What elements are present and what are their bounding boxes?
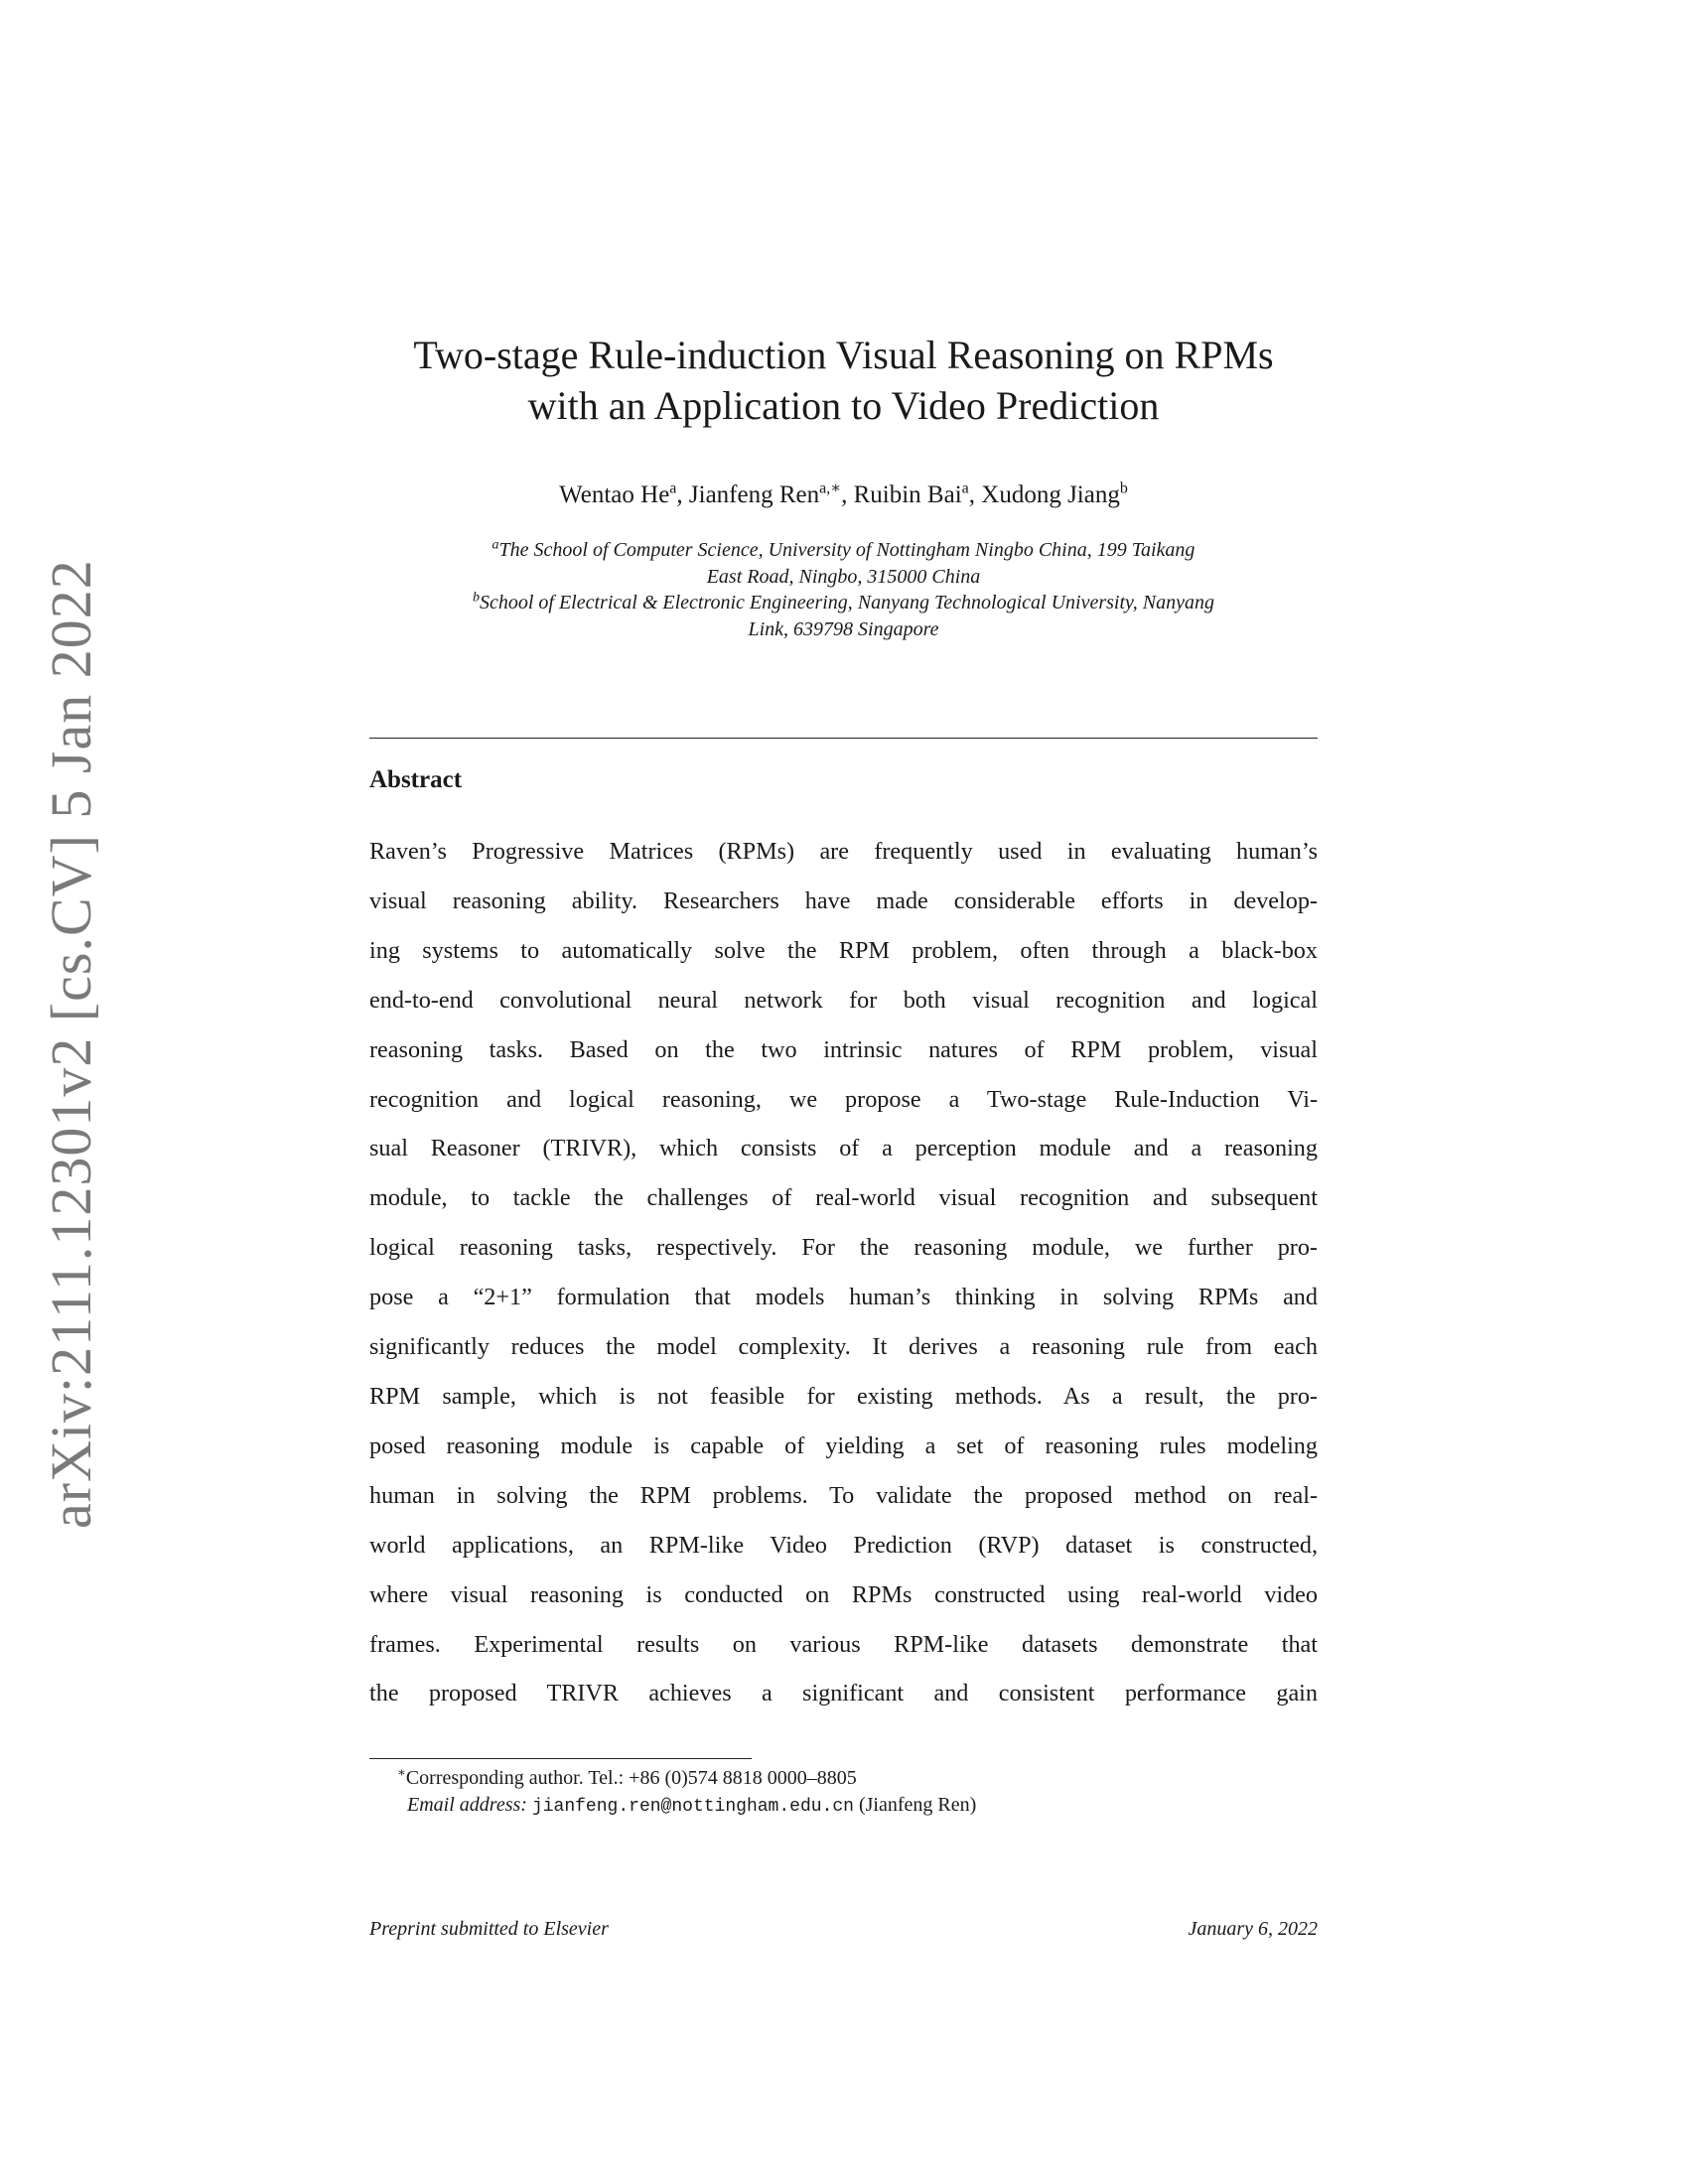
abstract-line: where visual reasoning is conducted on RPMs constructed using real-world video	[369, 1580, 1318, 1608]
author-affil-marker: a	[669, 479, 677, 497]
arxiv-identifier: arXiv:2111.12301v2 [cs.CV] 5 Jan 2022	[39, 559, 103, 1529]
affiliation-line: School of Electrical & Electronic Engineering, Nanyang Technological University, Nanyang	[479, 592, 1215, 614]
title-line-1: Two-stage Rule-induction Visual Reasoning on RPMs	[413, 333, 1274, 377]
footer-preprint: Preprint submitted to Elsevier	[369, 1918, 609, 1940]
email-link[interactable]: jianfeng.ren@nottingham.edu.cn	[531, 1797, 854, 1817]
abstract-line: reasoning tasks. Based on the two intrinsic natures of RPM problem, visual	[369, 1035, 1318, 1063]
abstract-line: visual reasoning ability. Researchers have made considerable efforts in develop-	[369, 887, 1318, 914]
author-list: Wentao He$^a$, Jianfeng Ren$^{a,∗}$, Ruibin Bai$^a$, Xudong Jiang$^b$	[559, 479, 1128, 508]
author-name: Jianfeng Ren	[688, 481, 820, 508]
abstract-line: the proposed TRIVR achieves a significant and consistent performance gain	[369, 1680, 1318, 1707]
abstract-line: sual Reasoner (TRIVR), which consists of a perception module and a reasoning	[369, 1135, 1318, 1162]
title-line-2: with an Application to Video Prediction	[527, 383, 1160, 428]
abstract-line: human in solving the RPM problems. To validate the proposed method on real-	[369, 1481, 1318, 1509]
email-label: Email address:	[407, 1794, 527, 1816]
email-note	[397, 1792, 1311, 1821]
page-footer	[369, 1918, 1318, 1941]
abstract-line: Raven’s Progressive Matrices (RPMs) are frequently used in evaluating human’s	[369, 838, 1318, 865]
abstract-line: ing systems to automatically solve the RPM problem, often through a black-box	[369, 936, 1318, 964]
affiliations	[369, 537, 1318, 642]
abstract-line: significantly reduces the model complexity. It derives a reasoning rule from each	[369, 1333, 1318, 1361]
affiliation-b	[369, 590, 1318, 642]
footer-date: January 6, 2022	[1188, 1918, 1318, 1940]
abstract-line: RPM sample, which is not feasible for existing methods. As a result, the pro-	[369, 1382, 1318, 1410]
affiliation-marker: b	[472, 590, 480, 606]
footnote-marker: ∗	[397, 1764, 406, 1780]
affiliation-marker: a	[492, 537, 499, 553]
abstract-line: frames. Experimental results on various RPM-like datasets demonstrate that	[369, 1630, 1318, 1658]
affiliation-line: East Road, Ningbo, 315000 China	[706, 565, 981, 588]
abstract-line: world applications, an RPM-like Video Prediction (RVP) dataset is constructed,	[369, 1531, 1318, 1559]
footnote	[397, 1765, 1311, 1821]
affiliation-line: Link, 639798 Singapore	[748, 617, 939, 640]
abstract-line: end-to-end convolutional neural network for both visual recognition and logical	[369, 986, 1318, 1014]
corresponding-author-note	[397, 1765, 1311, 1792]
affiliation-line: The School of Computer Science, University of Nottingham Ningbo China, 199 Taikang	[498, 539, 1196, 561]
abstract-body	[369, 827, 1318, 1718]
abstract-line: recognition and logical reasoning, we propose a Two-stage Rule-Induction Vi-	[369, 1085, 1318, 1113]
abstract-line: pose a “2+1” formulation that models human’s thinking in solving RPMs and	[369, 1284, 1318, 1311]
author-name: Wentao He	[559, 481, 670, 508]
author-affil-marker: a	[961, 479, 969, 497]
author-affil-marker: a,∗	[819, 479, 842, 497]
author-name: Xudong Jiang	[981, 481, 1120, 508]
abstract-line: logical reasoning tasks, respectively. For the reasoning module, we further pro-	[369, 1234, 1318, 1262]
affiliation-a	[369, 537, 1318, 590]
abstract-heading: Abstract	[369, 766, 463, 793]
abstract-line: posed reasoning module is capable of yielding a set of reasoning rules modeling	[369, 1432, 1318, 1459]
author-affil-marker: b	[1119, 479, 1128, 497]
corresponding-author-text: Corresponding author. Tel.: +86 (0)574 8818 0000–8805	[405, 1767, 857, 1789]
author-name: Ruibin Bai	[853, 481, 962, 508]
footnote-divider	[369, 1758, 752, 1759]
email-owner: (Jianfeng Ren)	[858, 1794, 977, 1816]
header-divider	[369, 738, 1318, 739]
abstract-line: module, to tackle the challenges of real-world visual recognition and subsequent	[369, 1184, 1318, 1212]
paper-title	[369, 330, 1318, 431]
